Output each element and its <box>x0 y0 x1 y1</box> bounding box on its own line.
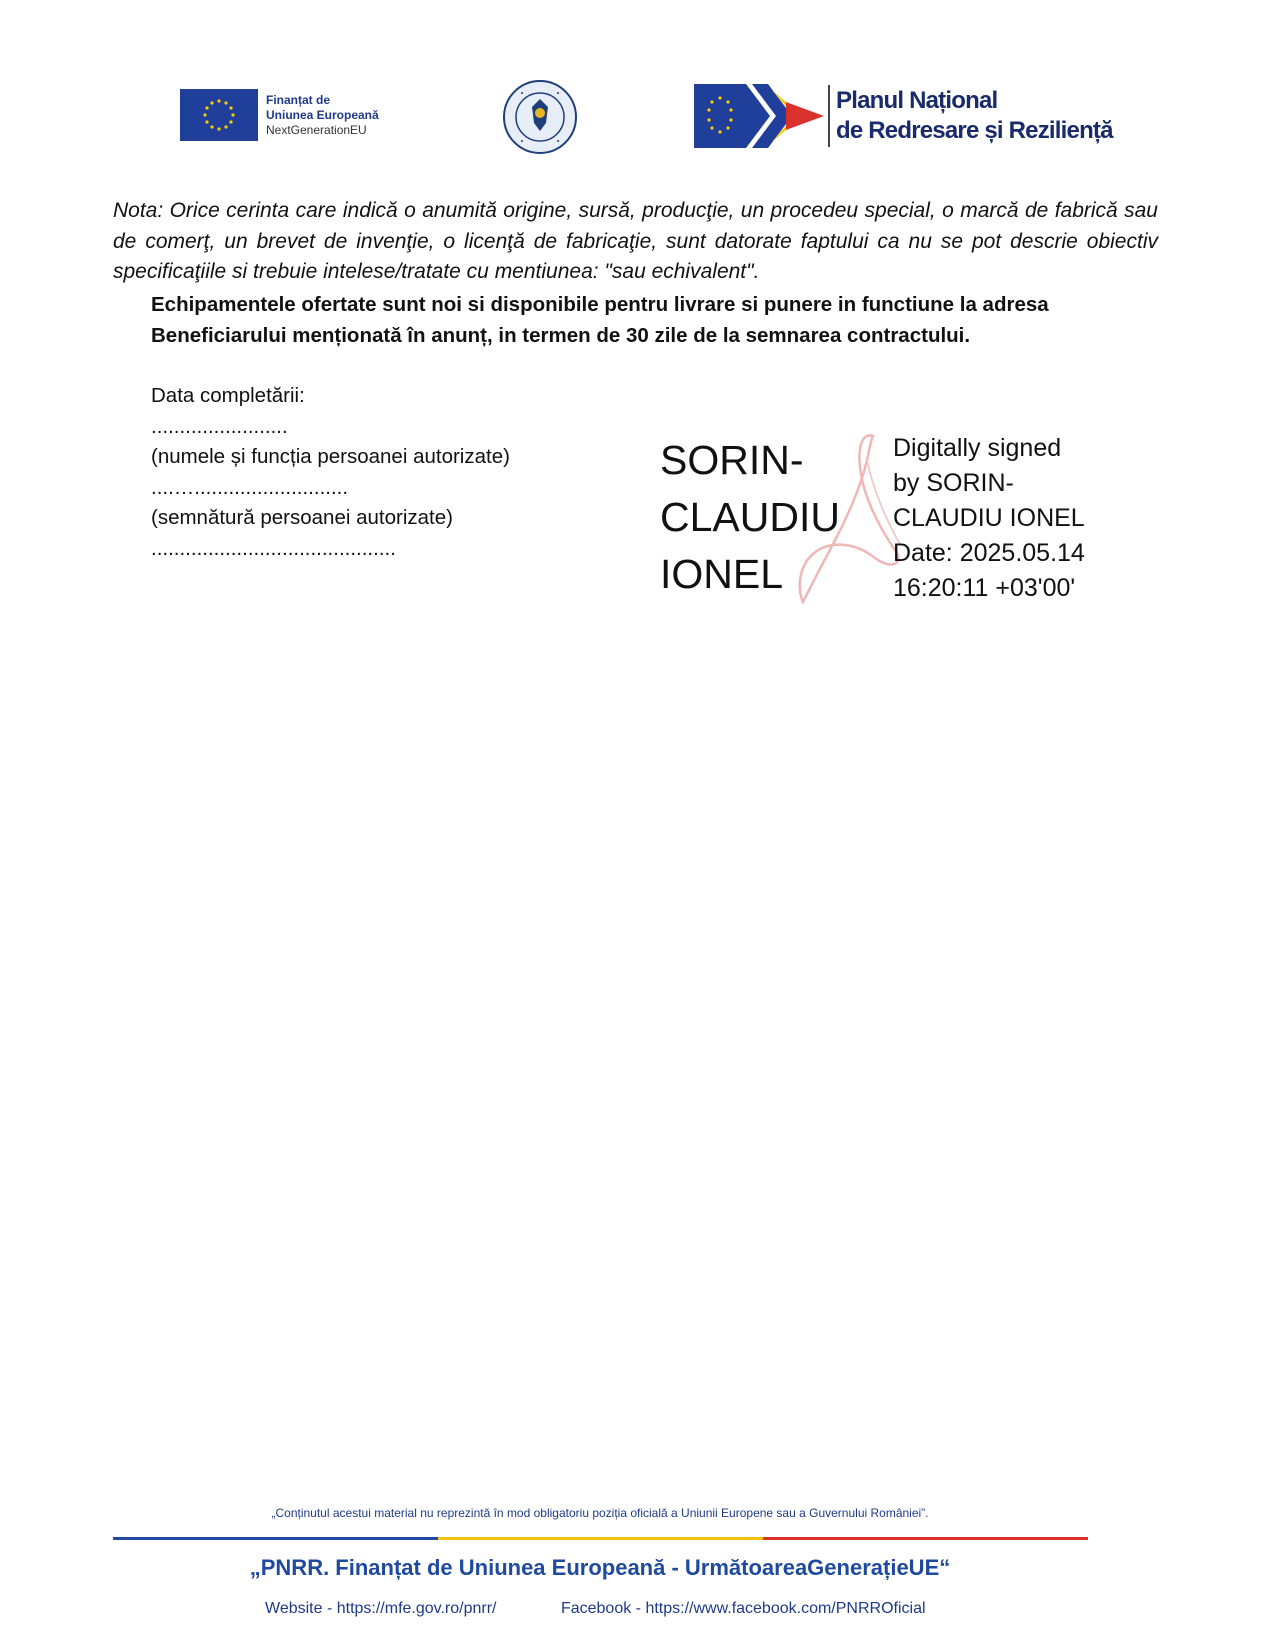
delivery-statement <box>151 289 1131 351</box>
eu-logo-line1: Finanțat de <box>266 92 331 107</box>
digital-signature-details <box>893 431 1085 606</box>
eu-logo-line2: Uniunea Europeană <box>266 107 379 122</box>
name-field-dots: ....…........................... <box>151 475 349 499</box>
date-field-dots: ........................ <box>151 414 288 438</box>
signature-detail-line3: CLAUDIU IONEL <box>893 504 1085 532</box>
footer-title: „PNRR. Finanțat de Uniunea Europeană - UrmătoareaGenerațieUE“ <box>249 1555 951 1580</box>
website-link[interactable]: Website - https://mfe.gov.ro/pnrr/ <box>265 1600 497 1617</box>
date-label: Data completării: <box>151 384 305 407</box>
pnrr-logo-line2: de Redresare și Reziliență <box>836 117 1113 144</box>
pnrr-arrow-icon <box>694 80 824 152</box>
tricolor-blue <box>113 1537 438 1540</box>
pnrr-logo-line1: Planul Național <box>836 87 998 114</box>
footer-tricolor-line <box>113 1537 1088 1540</box>
signature-detail-line4: Date: 2025.05.14 <box>893 539 1085 567</box>
signer-name-line3: IONEL <box>660 551 784 597</box>
adobe-signature-watermark-icon <box>795 430 905 608</box>
signer-name-line1: SORIN- <box>660 437 804 483</box>
pnrr-divider <box>828 85 830 147</box>
tricolor-yellow <box>438 1537 763 1540</box>
signature-detail-line5: 16:20:11 +03'00' <box>893 574 1076 602</box>
note-paragraph: Nota: Orice cerinta care indică o anumită origine, sursă, producţie, un procedeu special, o marcă de fabrică sau de comerţ, un brevet de invenţie, o licenţă de fabricaţie, sunt datorate faptului ca nu se pot descrie obiectiv specificaţiile si trebuie intelese/tratate cu mentiunea: "sau echivalent". <box>113 199 1158 283</box>
signature-detail-line2: by SORIN- <box>893 469 1014 497</box>
footer-links <box>265 1600 986 1618</box>
signature-field-dots: ........................................... <box>151 536 396 560</box>
name-label: (numele și funcția persoanei autorizate) <box>151 445 510 468</box>
footer-disclaimer: „Conținutul acestui material nu reprezintă în mod obligatoriu poziția oficială a Uniunii Europene sau a Guvernului României”. <box>271 1506 929 1520</box>
signature-label: (semnătură persoanei autorizate) <box>151 506 453 529</box>
statement-line2: Beneficiarului menționată în anunț, in termen de 30 zile de la semnarea contractului. <box>151 324 971 347</box>
signer-name-line2: CLAUDIU <box>660 494 840 540</box>
eu-funding-logo <box>180 89 379 141</box>
signature-detail-line1: Digitally signed <box>893 434 1062 462</box>
statement-line1: Echipamentele ofertate sunt noi si disponibile pentru livrare si punere in functiune la adresa <box>151 293 1049 316</box>
tricolor-red <box>763 1537 1088 1540</box>
pnrr-logo <box>694 80 1113 152</box>
facebook-link[interactable]: Facebook - https://www.facebook.com/PNRROficial <box>560 1600 926 1617</box>
eu-logo-line3: NextGenerationEU <box>266 122 367 137</box>
completion-form <box>151 381 510 564</box>
romanian-government-seal-icon <box>502 79 578 155</box>
eu-flag-icon <box>180 89 258 141</box>
